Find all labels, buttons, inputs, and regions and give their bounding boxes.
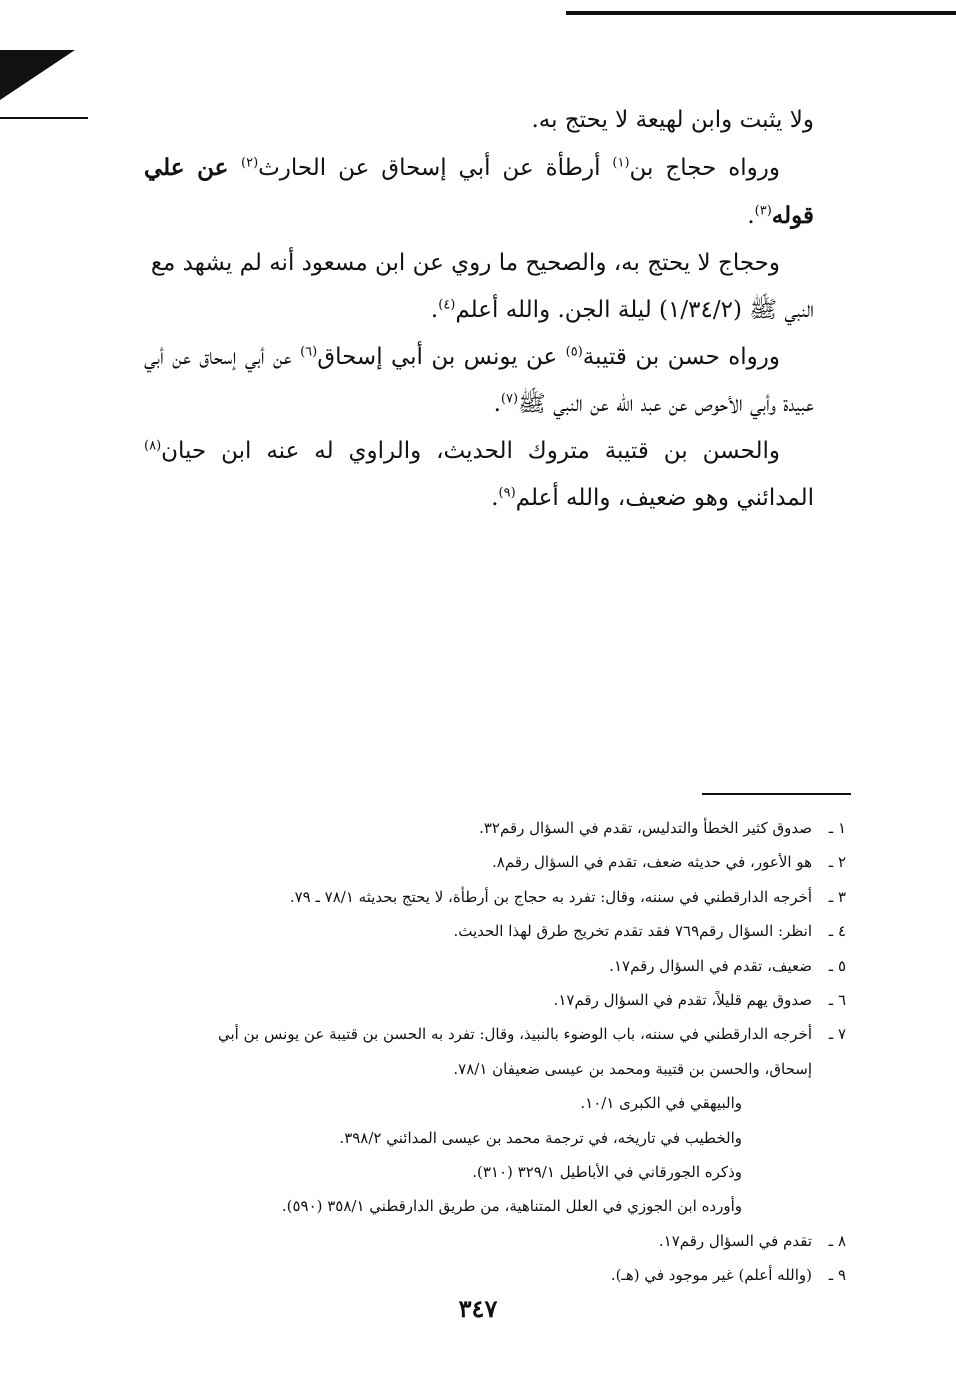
footnote-ref[interactable]: (٤) xyxy=(438,297,456,313)
footnote-text: انظر: السؤال رقم٧٦٩ فقد تقدم تخريج طرق لهذا الحديث. xyxy=(453,922,812,941)
footnote-number: ٩ ـ xyxy=(828,1266,846,1285)
paragraph-4 xyxy=(144,334,814,428)
footnote-number: ٥ ـ xyxy=(828,956,846,975)
text: عن علي قوله xyxy=(144,154,814,229)
footnote-3 xyxy=(130,880,846,914)
footnote-ref[interactable]: (٣) xyxy=(754,203,772,219)
footnote-ref[interactable]: (٧) xyxy=(500,391,519,407)
top-rule xyxy=(566,11,956,15)
footnote-1 xyxy=(130,811,846,845)
footnote-4 xyxy=(130,914,846,948)
footnote-7-source: وأورده ابن الجوزي في العلل المتناهية، من طريق الدارقطني ٣٥٨/١ (٥٩٠). xyxy=(281,1197,742,1216)
footnote-number: ١ ـ xyxy=(828,819,846,837)
text: ورواه حجاج بن xyxy=(629,155,780,181)
footnote-number: ٨ ـ xyxy=(828,1231,846,1250)
text: والحسن بن قتيبة متروك الحديث، والراوي له عنه ابن حيان xyxy=(161,438,780,464)
text: ولا يثبت وابن لهيعة لا يحتج به. xyxy=(531,107,814,133)
footnote-7 xyxy=(130,1017,846,1051)
footnote-ref[interactable]: (٢) xyxy=(241,155,259,171)
text: عن أبي إسحاق عن أبي عبيدة وأبي الأحوص عن عبد الله عن النبي ﷺ xyxy=(144,344,814,417)
paragraph-2 xyxy=(144,144,814,240)
footnote-7-source: والبيهقي في الكبرى ١٠/١. xyxy=(580,1094,742,1113)
footnote-8 xyxy=(130,1224,846,1258)
corner-line xyxy=(0,117,88,119)
footnote-9 xyxy=(130,1258,846,1292)
footnote-number: ٧ ـ xyxy=(828,1025,846,1044)
text: وحجاج لا يحتج به، والصحيح ما روي عن ابن مسعود أنه لم يشهد مع xyxy=(150,250,780,276)
footnote-7-source: وذكره الجورقاني في الأباطيل ٣٢٩/١ (٣١٠). xyxy=(472,1163,742,1182)
paragraph-1 xyxy=(144,97,814,144)
footnote-ref[interactable]: (٩) xyxy=(498,485,516,501)
text: . xyxy=(430,297,439,323)
footnote-number: ٣ ـ xyxy=(828,887,846,906)
page-number: ٣٤٧ xyxy=(458,1294,498,1323)
footnote-number: ٢ ـ xyxy=(828,853,846,872)
text: المدائني وهو ضعيف، والله أعلم xyxy=(515,485,814,511)
footnote-text: صدوق يهم قليلاً، تقدم في السؤال رقم١٧. xyxy=(553,991,812,1010)
footnote-7-cont: إسحاق، والحسن بن قتيبة ومحمد بن عيسى ضعيفان ٧٨/١. xyxy=(453,1059,812,1078)
footnote-text: أخرجه الدارقطني في سننه، باب الوضوء بالنبيذ، وقال: تفرد به الحسن بن قتيبة عن يونس بن أبي xyxy=(217,1025,812,1044)
text: ورواه حسن بن قتيبة xyxy=(582,344,780,370)
footnote-text: أخرجه الدارقطني في سننه، وقال: تفرد به حجاج بن أرطأة، لا يحتج بحديثه ٧٨/١ ـ ٧٩. xyxy=(289,887,812,906)
footnote-text: هو الأعور، في حديثه ضعف، تقدم في السؤال رقم٨. xyxy=(492,853,812,872)
text: أرطأة عن أبي إسحاق عن الحارث xyxy=(258,155,613,181)
footnote-text: (والله أعلم) غير موجود في (هـ). xyxy=(610,1266,812,1285)
text: . xyxy=(747,203,755,229)
footnote-7-source: والخطيب في تاريخه، في ترجمة محمد بن عيسى المدائني ٣٩٨/٢. xyxy=(339,1128,742,1147)
footnotes xyxy=(130,811,846,1293)
footnote-ref[interactable]: (٦) xyxy=(300,344,318,360)
footnote-5 xyxy=(130,949,846,983)
footnote-ref[interactable]: (٨) xyxy=(144,438,162,454)
footnote-number: ٦ ـ xyxy=(828,991,846,1010)
footnote-text: تقدم في السؤال رقم١٧. xyxy=(658,1231,812,1250)
main-text xyxy=(144,97,814,522)
text: النبي ﷺ (١/٣٤/٢) ليلة الجن. والله أعلم xyxy=(455,297,814,323)
text: . xyxy=(493,391,501,417)
footnote-2 xyxy=(130,845,846,879)
footnote-ref[interactable]: (١) xyxy=(612,155,630,171)
footnote-text: ضعيف، تقدم في السؤال رقم١٧. xyxy=(609,956,812,975)
paragraph-5 xyxy=(144,428,814,522)
footnote-rule xyxy=(702,793,851,795)
text: عن يونس بن أبي إسحاق xyxy=(317,344,566,370)
footnote-ref[interactable]: (٥) xyxy=(565,344,583,360)
footnote-number: ٤ ـ xyxy=(828,922,846,941)
paragraph-3 xyxy=(144,240,814,287)
footnote-text: صدوق كثير الخطأ والتدليس، تقدم في السؤال رقم٣٢. xyxy=(479,819,812,837)
paragraph-3-cont xyxy=(144,287,814,334)
corner-mark xyxy=(0,50,75,100)
footnote-6 xyxy=(130,983,846,1017)
text: . xyxy=(491,485,499,511)
